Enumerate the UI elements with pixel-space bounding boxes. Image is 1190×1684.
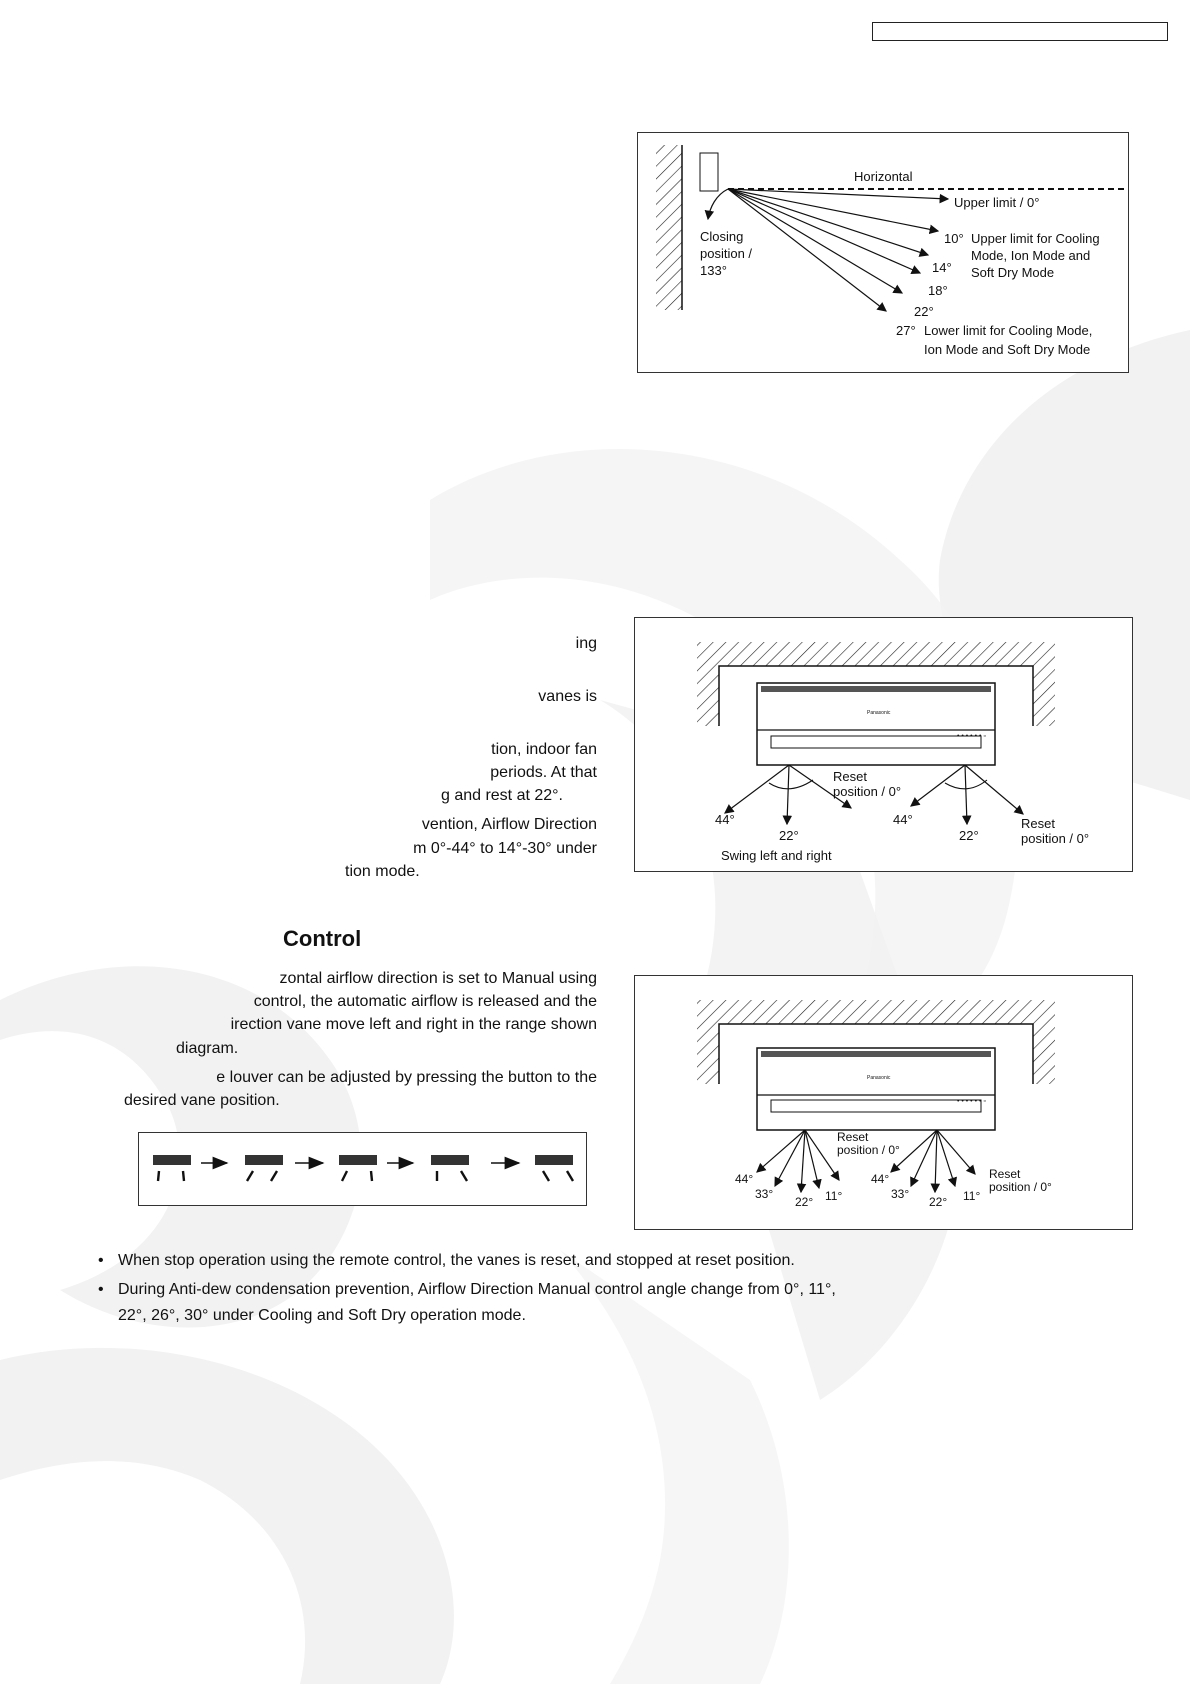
- label-reset-left-2: position / 0°: [833, 784, 902, 799]
- label-angle-14: 14°: [932, 260, 952, 275]
- indoor-unit: [757, 683, 995, 765]
- label-22-right: 22°: [959, 828, 979, 843]
- unit-outline: [700, 153, 718, 191]
- bullet-1-text: When stop operation using the remote control, the vanes is reset, and stopped at reset position.: [118, 1252, 795, 1269]
- para1-line-5: g and rest at 22°.: [440, 787, 563, 804]
- label-closing-2: position /: [700, 246, 753, 261]
- louver-pos-1: [153, 1155, 191, 1181]
- arrow-0: [728, 189, 948, 199]
- para1-line-4: periods. At that: [490, 764, 597, 781]
- label-reset-left-1: Reset: [833, 769, 867, 784]
- label-angle-27: 27°: [896, 323, 916, 338]
- figure-vertical-airflow: [637, 132, 1129, 373]
- label-r-44: 44°: [871, 1172, 890, 1186]
- figure-swing-airflow: [634, 617, 1133, 872]
- wall-hatch: [656, 145, 682, 310]
- arrow-l-0: [805, 1130, 839, 1180]
- bullet-2-text: During Anti-dew condensation prevention, Airflow Direction Manual control angle change from 0°, 11°,: [118, 1281, 836, 1298]
- label-r-33: 33°: [891, 1187, 910, 1201]
- label-reset-right-1: Reset: [989, 1167, 1021, 1181]
- label-angle-22: 22°: [914, 304, 934, 319]
- label-r-11: 11°: [963, 1189, 981, 1203]
- arrow-18: [728, 189, 920, 273]
- arrow-22: [728, 189, 902, 293]
- arrow-10: [728, 189, 938, 231]
- para2-line-4: diagram.: [176, 1040, 239, 1057]
- label-reset-right-2: position / 0°: [1021, 831, 1090, 846]
- unit-indicators: • • • • • • ▫: [957, 1098, 986, 1105]
- louver-pos-5: [535, 1155, 573, 1181]
- label-reset-center-2: position / 0°: [837, 1143, 900, 1157]
- arrow-l-44: [757, 1130, 805, 1172]
- bullet-dot: •: [98, 1252, 104, 1269]
- label-angle-18: 18°: [928, 283, 948, 298]
- louver-sequence: [138, 1132, 587, 1206]
- para1-line-7: m 0°-44° to 14°-30° under: [413, 840, 597, 857]
- header-box: [872, 22, 1168, 41]
- closing-arc: [708, 189, 728, 219]
- label-lower-cool-2: Ion Mode and Soft Dry Mode: [924, 342, 1091, 357]
- label-upper-cool-2: Mode, Ion Mode and: [971, 248, 1091, 263]
- label-lower-cool-1: Lower limit for Cooling Mode,: [924, 323, 1093, 338]
- label-angle-10: 10°: [944, 231, 964, 246]
- arrow-right-0: [965, 765, 1023, 814]
- unit-indicators: • • • • • • ▫: [957, 733, 986, 740]
- figure-manual-airflow: [634, 975, 1133, 1230]
- para2-line-1: zontal airflow direction is set to Manual using: [279, 970, 597, 987]
- unit-brand: Panasonic: [867, 1075, 891, 1081]
- label-upper-cool-1: Upper limit for Cooling: [971, 231, 1100, 246]
- label-upper-cool-3: Soft Dry Mode: [971, 265, 1055, 280]
- label-22-left: 22°: [779, 828, 799, 843]
- label-reset-right-2: position / 0°: [989, 1180, 1052, 1194]
- bullet-dot: •: [98, 1281, 104, 1298]
- arrow-left-44: [725, 765, 789, 813]
- indoor-unit: [757, 1048, 995, 1130]
- para1-line-1: ing: [575, 635, 597, 652]
- label-horizontal: Horizontal: [854, 169, 913, 184]
- louver-pos-4: [431, 1155, 469, 1181]
- unit-vane: [771, 1100, 981, 1112]
- label-reset-right-1: Reset: [1021, 816, 1055, 831]
- arrow-r-11: [937, 1130, 955, 1186]
- label-44-right: 44°: [893, 812, 913, 827]
- louver-pos-2: [245, 1155, 283, 1181]
- arrow-l-33: [775, 1130, 805, 1186]
- arrow-right-22: [965, 765, 967, 824]
- label-closing-1: Closing: [700, 229, 744, 244]
- para1-line-2: vanes is: [538, 688, 597, 705]
- bullet-2-text-cont: 22°, 26°, 30° under Cooling and Soft Dry operation mode.: [118, 1307, 526, 1324]
- para1-line-6: vention, Airflow Direction: [421, 816, 597, 833]
- label-l-11: 11°: [825, 1189, 843, 1203]
- bullet-2: [98, 1277, 998, 1303]
- unit-brand: Panasonic: [867, 710, 891, 716]
- para2-line-2: control, the automatic airflow is released and the: [253, 993, 597, 1010]
- label-reset-center-1: Reset: [837, 1130, 869, 1144]
- para1-line-3: tion, indoor fan: [491, 741, 597, 758]
- para1-line-8: tion mode.: [345, 863, 420, 880]
- label-l-22: 22°: [795, 1195, 814, 1209]
- para2-line-6: desired vane position.: [124, 1092, 280, 1109]
- label-swing: Swing left and right: [721, 848, 832, 863]
- arrow-left-22: [787, 765, 789, 824]
- bullet-2-cont: [118, 1303, 1018, 1329]
- arc-left: [769, 780, 813, 789]
- para2-line-5: e louver can be adjusted by pressing the button to the: [216, 1069, 597, 1086]
- label-44-left: 44°: [715, 812, 735, 827]
- arrow-r-22: [935, 1130, 937, 1192]
- section-heading: Control: [283, 926, 362, 951]
- label-l-33: 33°: [755, 1187, 774, 1201]
- label-closing-3: 133°: [700, 263, 727, 278]
- para2-line-3: irection vane move left and right in the range shown: [230, 1016, 597, 1033]
- unit-top-grille: [761, 686, 991, 692]
- arrow-right-44: [911, 765, 965, 806]
- arrow-14: [728, 189, 928, 255]
- label-r-22: 22°: [929, 1195, 948, 1209]
- arrow-r-0: [937, 1130, 975, 1174]
- label-l-44: 44°: [735, 1172, 754, 1186]
- arrow-r-33: [911, 1130, 937, 1186]
- unit-vane: [771, 736, 981, 748]
- label-upper-limit: Upper limit / 0°: [954, 195, 1040, 210]
- louver-pos-3: [339, 1155, 377, 1181]
- arrow-l-11: [805, 1130, 819, 1188]
- arrow-l-22: [801, 1130, 805, 1192]
- unit-top-grille: [761, 1051, 991, 1057]
- bullet-1: [98, 1248, 998, 1274]
